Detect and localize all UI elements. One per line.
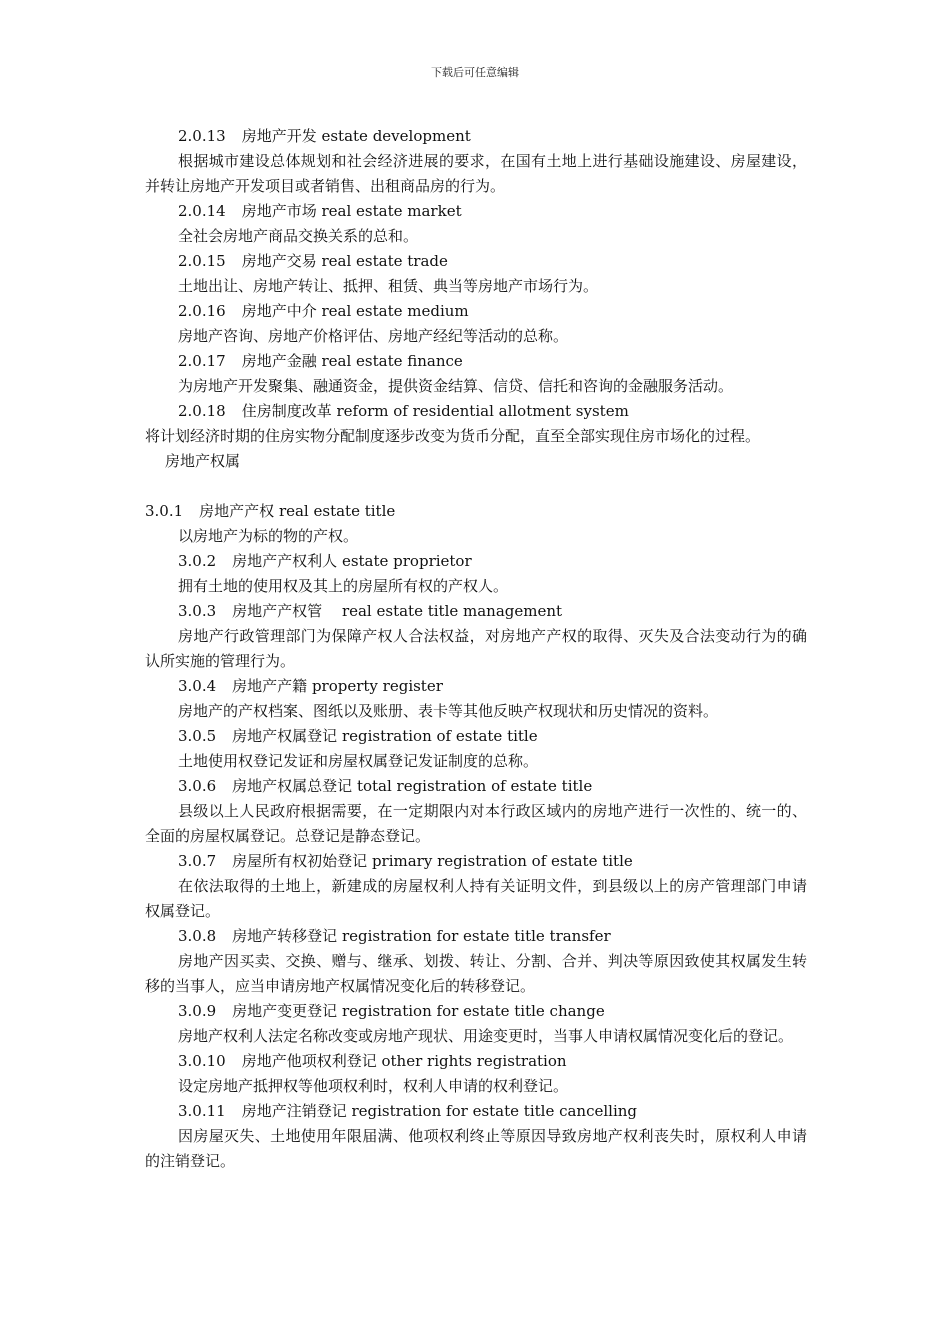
term-number: 2.0.13 bbox=[178, 127, 226, 145]
term-definition: 在依法取得的土地上，新建成的房屋权利人持有关证明文件，到县级以上的房产管理部门申请权属登记。 bbox=[145, 877, 807, 920]
term-heading bbox=[145, 849, 807, 874]
term-number: 2.0.18 bbox=[178, 402, 226, 420]
term-heading bbox=[145, 199, 807, 224]
term-title: 房地产市场 real estate market bbox=[241, 202, 462, 220]
term-heading bbox=[145, 399, 807, 424]
term-number: 2.0.15 bbox=[178, 252, 226, 270]
term-heading bbox=[145, 1049, 807, 1074]
term-number: 3.0.5 bbox=[178, 727, 217, 745]
term-heading bbox=[145, 999, 807, 1024]
term-number: 3.0.10 bbox=[178, 1052, 226, 1070]
term-title: 房地产中介 real estate medium bbox=[241, 302, 469, 320]
term-definition: 因房屋灭失、土地使用年限届满、他项权利终止等原因导致房地产权利丧失时，原权利人申请的注销登记。 bbox=[145, 1127, 807, 1170]
term-definition: 房地产因买卖、交换、赠与、继承、划拨、转让、分割、合并、判决等原因致使其权属发生转移的当事人，应当申请房地产权属情况变化后的转移登记。 bbox=[145, 952, 807, 995]
term-definition: 土地使用权登记发证和房屋权属登记发证制度的总称。 bbox=[178, 752, 539, 770]
document-body bbox=[145, 124, 807, 1174]
term-title: 房地产转移登记 registration for estate title transfer bbox=[232, 927, 611, 945]
term-title: 房地产交易 real estate trade bbox=[241, 252, 448, 270]
term-heading bbox=[145, 549, 807, 574]
term-heading bbox=[145, 774, 807, 799]
term-number: 2.0.16 bbox=[178, 302, 226, 320]
term-number: 3.0.4 bbox=[178, 677, 217, 695]
term-number: 3.0.2 bbox=[178, 552, 217, 570]
term-title: 房地产产权管 real estate title management bbox=[232, 602, 563, 620]
section-heading: 房地产权属 bbox=[165, 452, 241, 470]
term-heading bbox=[145, 674, 807, 699]
term-title: 住房制度改革 reform of residential allotment system bbox=[241, 402, 629, 420]
term-heading bbox=[145, 499, 807, 524]
term-title: 房地产他项权利登记 other rights registration bbox=[241, 1052, 567, 1070]
term-number: 3.0.9 bbox=[178, 1002, 217, 1020]
term-definition: 房地产行政管理部门为保障产权人合法权益，对房地产产权的取得、灭失及合法变动行为的确认所实施的管理行为。 bbox=[145, 627, 807, 670]
term-definition: 根据城市建设总体规划和社会经济进展的要求，在国有土地上进行基础设施建设、房屋建设，并转让房地产开发项目或者销售、出租商品房的行为。 bbox=[145, 152, 807, 195]
term-title: 房地产权属登记 registration of estate title bbox=[232, 727, 538, 745]
term-heading bbox=[145, 299, 807, 324]
term-title: 房地产产籍 property register bbox=[232, 677, 443, 695]
term-heading bbox=[145, 599, 807, 624]
term-heading bbox=[145, 124, 807, 149]
term-title: 房地产注销登记 registration for estate title cancelling bbox=[241, 1102, 638, 1120]
term-title: 房地产产权 real estate title bbox=[199, 502, 396, 520]
term-heading bbox=[145, 724, 807, 749]
term-title: 房地产产权利人 estate proprietor bbox=[232, 552, 472, 570]
term-definition: 县级以上人民政府根据需要，在一定期限内对本行政区域内的房地产进行一次性的、统一的、全面的房屋权属登记。总登记是静态登记。 bbox=[145, 802, 807, 845]
term-heading bbox=[145, 349, 807, 374]
term-definition: 为房地产开发聚集、融通资金，提供资金结算、信贷、信托和咨询的金融服务活动。 bbox=[178, 377, 734, 395]
term-title: 房地产金融 real estate finance bbox=[241, 352, 463, 370]
term-definition: 土地出让、房地产转让、抵押、租赁、典当等房地产市场行为。 bbox=[178, 277, 599, 295]
term-heading bbox=[145, 249, 807, 274]
term-title: 房地产变更登记 registration for estate title change bbox=[232, 1002, 605, 1020]
term-definition: 拥有土地的使用权及其上的房屋所有权的产权人。 bbox=[178, 577, 509, 595]
term-heading bbox=[145, 924, 807, 949]
term-number: 2.0.14 bbox=[178, 202, 226, 220]
term-number: 3.0.1 bbox=[145, 502, 184, 520]
term-definition: 房地产权利人法定名称改变或房地产现状、用途变更时，当事人申请权属情况变化后的登记。 bbox=[178, 1027, 794, 1045]
term-title: 房地产权属总登记 total registration of estate title bbox=[232, 777, 593, 795]
term-definition: 设定房地产抵押权等他项权利时，权利人申请的权利登记。 bbox=[178, 1077, 569, 1095]
term-number: 3.0.8 bbox=[178, 927, 217, 945]
term-number: 3.0.11 bbox=[178, 1102, 226, 1120]
term-definition: 房地产咨询、房地产价格评估、房地产经纪等活动的总称。 bbox=[178, 327, 569, 345]
term-number: 3.0.6 bbox=[178, 777, 217, 795]
term-heading bbox=[145, 1099, 807, 1124]
term-number: 3.0.7 bbox=[178, 852, 217, 870]
term-definition: 将计划经济时期的住房实物分配制度逐步改变为货币分配，直至全部实现住房市场化的过程。 bbox=[145, 427, 761, 445]
term-number: 3.0.3 bbox=[178, 602, 217, 620]
term-definition: 全社会房地产商品交换关系的总和。 bbox=[178, 227, 419, 245]
term-number: 2.0.17 bbox=[178, 352, 226, 370]
term-definition: 以房地产为标的物的产权。 bbox=[178, 527, 359, 545]
blank-line bbox=[145, 474, 807, 499]
term-definition: 房地产的产权档案、图纸以及账册、表卡等其他反映产权现状和历史情况的资料。 bbox=[178, 702, 719, 720]
term-title: 房屋所有权初始登记 primary registration of estate title bbox=[232, 852, 633, 870]
page-header-note: 下载后可任意编辑 bbox=[431, 66, 519, 79]
term-title: 房地产开发 estate development bbox=[241, 127, 471, 145]
